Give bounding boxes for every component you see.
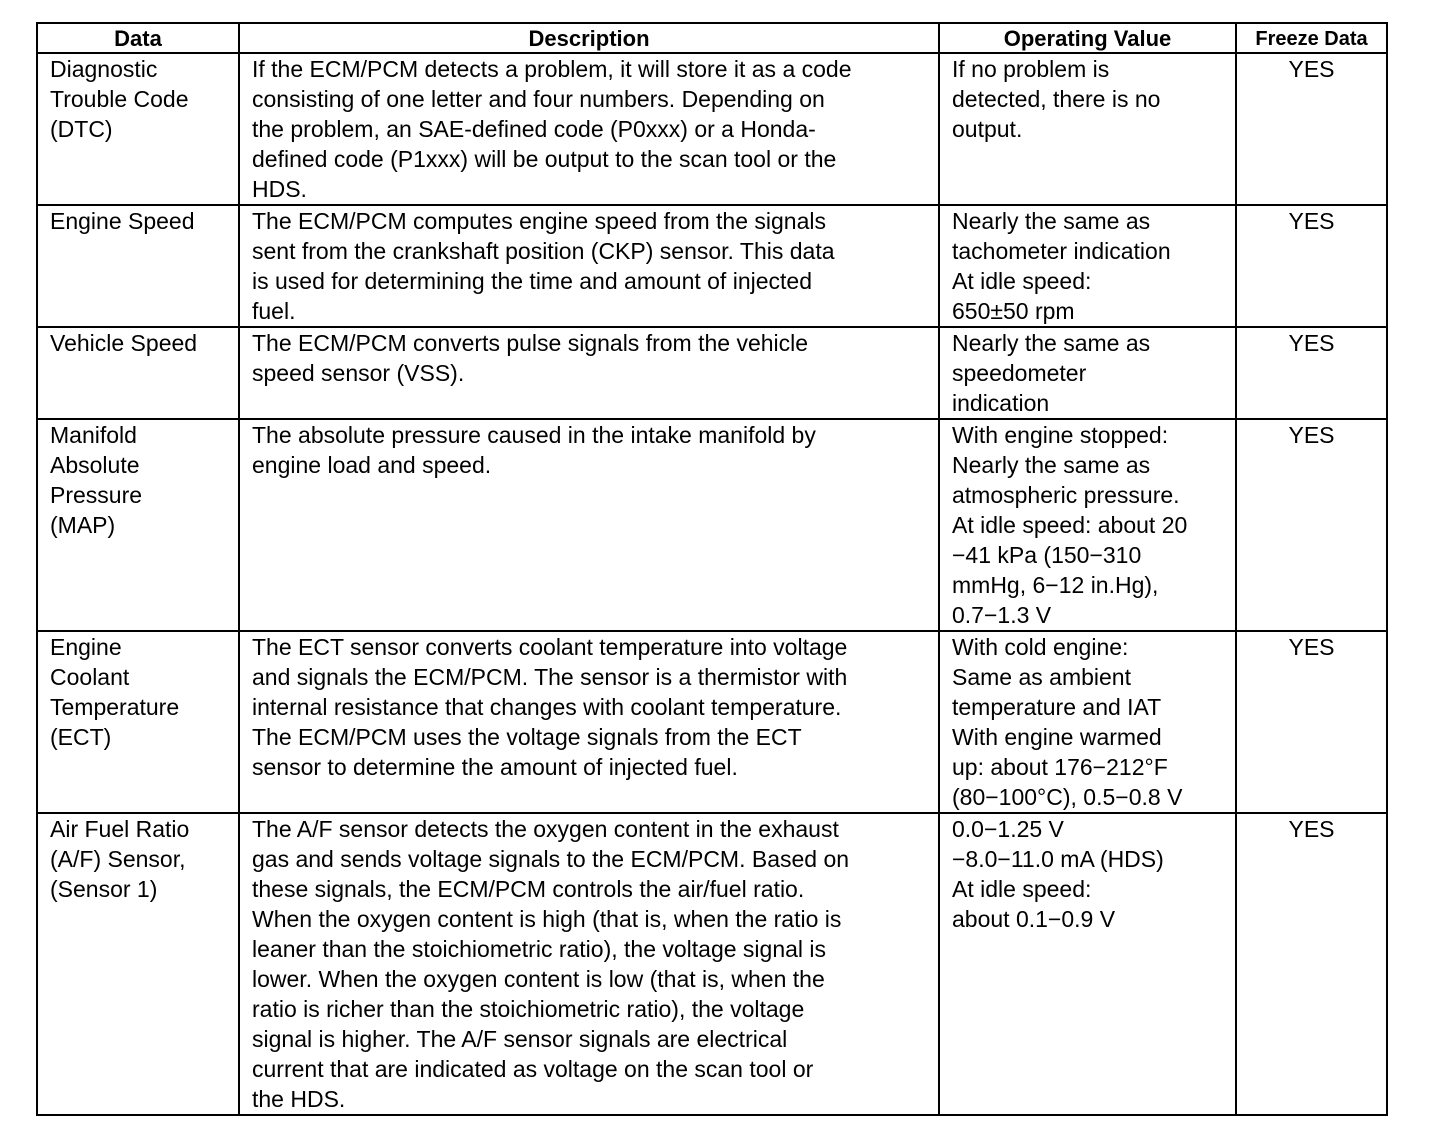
cell-line: detected, there is no (952, 86, 1161, 112)
cell-operating-value (939, 327, 1236, 419)
cell-operating-value (939, 631, 1236, 813)
cell-line: The A/F sensor detects the oxygen content in the exhaust (252, 816, 839, 842)
cell-line: Engine (50, 634, 122, 660)
cell-line: −8.0−11.0 mA (HDS) (952, 846, 1164, 872)
cell-line: Vehicle Speed (50, 330, 198, 356)
cell-line: leaner than the stoichiometric ratio), the voltage signal is (252, 936, 827, 962)
cell-line: temperature and IAT (952, 694, 1162, 720)
cell-line: If the ECM/PCM detects a problem, it will store it as a code (252, 56, 852, 82)
table-row-ect (37, 631, 1387, 813)
cell-description (239, 813, 939, 1115)
cell-line: With engine warmed (952, 724, 1162, 750)
header-row (37, 23, 1387, 53)
cell-line: speedometer (952, 360, 1087, 386)
cell-freeze-data: YES (1236, 813, 1387, 1115)
cell-line: At idle speed: (952, 876, 1092, 902)
cell-line: mmHg, 6−12 in.Hg), (952, 572, 1159, 598)
cell-line: Manifold (50, 422, 137, 448)
header-freeze-data: Freeze Data (1236, 23, 1387, 53)
cell-line: Pressure (50, 482, 143, 508)
cell-line: (Sensor 1) (50, 876, 158, 902)
cell-data (37, 205, 239, 327)
cell-line: Diagnostic (50, 56, 158, 82)
cell-description (239, 53, 939, 205)
cell-line: internal resistance that changes with coolant temperature. (252, 694, 842, 720)
header-operating-value: Operating Value (939, 23, 1236, 53)
cell-line: HDS. (252, 176, 307, 202)
cell-line: and signals the ECM/PCM. The sensor is a thermistor with (252, 664, 848, 690)
cell-operating-value (939, 419, 1236, 631)
cell-line: the problem, an SAE-defined code (P0xxx) or a Honda- (252, 116, 816, 142)
cell-freeze-data: YES (1236, 419, 1387, 631)
cell-line: indication (952, 390, 1050, 416)
cell-line: (A/F) Sensor, (50, 846, 186, 872)
cell-line: (DTC) (50, 116, 113, 142)
cell-line: Nearly the same as (952, 330, 1151, 356)
cell-line: Same as ambient (952, 664, 1131, 690)
cell-line: The ECT sensor converts coolant temperature into voltage (252, 634, 848, 660)
cell-description (239, 419, 939, 631)
cell-line: sensor to determine the amount of injected fuel. (252, 754, 738, 780)
cell-line: With engine stopped: (952, 422, 1169, 448)
table-row-engine-speed (37, 205, 1387, 327)
table-row-dtc (37, 53, 1387, 205)
cell-line: engine load and speed. (252, 452, 492, 478)
cell-line: 0.7−1.3 V (952, 602, 1052, 628)
cell-line: −41 kPa (150−310 (952, 542, 1142, 568)
cell-line: Nearly the same as (952, 208, 1151, 234)
cell-description (239, 631, 939, 813)
table-row-af-sensor (37, 813, 1387, 1115)
cell-line: At idle speed: (952, 268, 1092, 294)
table-row-map (37, 419, 1387, 631)
cell-operating-value (939, 813, 1236, 1115)
cell-line: tachometer indication (952, 238, 1171, 264)
cell-description (239, 327, 939, 419)
header-data: Data (37, 23, 239, 53)
cell-line: 650±50 rpm (952, 298, 1075, 324)
cell-line: sent from the crankshaft position (CKP) sensor. This data (252, 238, 835, 264)
cell-line: ratio is richer than the stoichiometric ratio), the voltage (252, 996, 805, 1022)
cell-line: (MAP) (50, 512, 116, 538)
cell-line: If no problem is (952, 56, 1110, 82)
cell-description (239, 205, 939, 327)
cell-line: lower. When the oxygen content is low (that is, when the (252, 966, 825, 992)
cell-freeze-data: YES (1236, 327, 1387, 419)
cell-line: these signals, the ECM/PCM controls the air/fuel ratio. (252, 876, 805, 902)
cell-line: about 0.1−0.9 V (952, 906, 1116, 932)
cell-line: The ECM/PCM computes engine speed from the signals (252, 208, 826, 234)
cell-freeze-data: YES (1236, 631, 1387, 813)
cell-line: defined code (P1xxx) will be output to the scan tool or the (252, 146, 837, 172)
table-row-vehicle-speed (37, 327, 1387, 419)
cell-line: 0.0−1.25 V (952, 816, 1064, 842)
cell-line: Absolute (50, 452, 140, 478)
header-description: Description (239, 23, 939, 53)
cell-line: Air Fuel Ratio (50, 816, 190, 842)
cell-line: gas and sends voltage signals to the ECM/PCM. Based on (252, 846, 850, 872)
cell-line: When the oxygen content is high (that is, when the ratio is (252, 906, 842, 932)
cell-line: up: about 176−212°F (952, 754, 1168, 780)
cell-line: With cold engine: (952, 634, 1129, 660)
cell-line: At idle speed: about 20 (952, 512, 1188, 538)
cell-line: fuel. (252, 298, 296, 324)
cell-freeze-data: YES (1236, 53, 1387, 205)
cell-line: signal is higher. The A/F sensor signals are electrical (252, 1026, 788, 1052)
cell-data (37, 53, 239, 205)
cell-line: Coolant (50, 664, 130, 690)
cell-line: (ECT) (50, 724, 112, 750)
cell-line: The ECM/PCM uses the voltage signals from the ECT (252, 724, 802, 750)
cell-freeze-data: YES (1236, 205, 1387, 327)
cell-line: Engine Speed (50, 208, 195, 234)
cell-line: The absolute pressure caused in the intake manifold by (252, 422, 816, 448)
cell-data (37, 327, 239, 419)
cell-operating-value (939, 205, 1236, 327)
cell-line: speed sensor (VSS). (252, 360, 465, 386)
scan-data-table (36, 22, 1388, 1116)
cell-line: is used for determining the time and amount of injected (252, 268, 812, 294)
cell-data (37, 631, 239, 813)
cell-line: the HDS. (252, 1086, 346, 1112)
cell-line: Trouble Code (50, 86, 189, 112)
cell-line: current that are indicated as voltage on the scan tool or (252, 1056, 814, 1082)
cell-line: Temperature (50, 694, 180, 720)
cell-line: Nearly the same as (952, 452, 1151, 478)
cell-data (37, 419, 239, 631)
cell-line: (80−100°C), 0.5−0.8 V (952, 784, 1183, 810)
cell-line: output. (952, 116, 1023, 142)
cell-line: The ECM/PCM converts pulse signals from the vehicle (252, 330, 809, 356)
cell-line: atmospheric pressure. (952, 482, 1180, 508)
cell-line: consisting of one letter and four numbers. Depending on (252, 86, 825, 112)
cell-data (37, 813, 239, 1115)
cell-operating-value (939, 53, 1236, 205)
